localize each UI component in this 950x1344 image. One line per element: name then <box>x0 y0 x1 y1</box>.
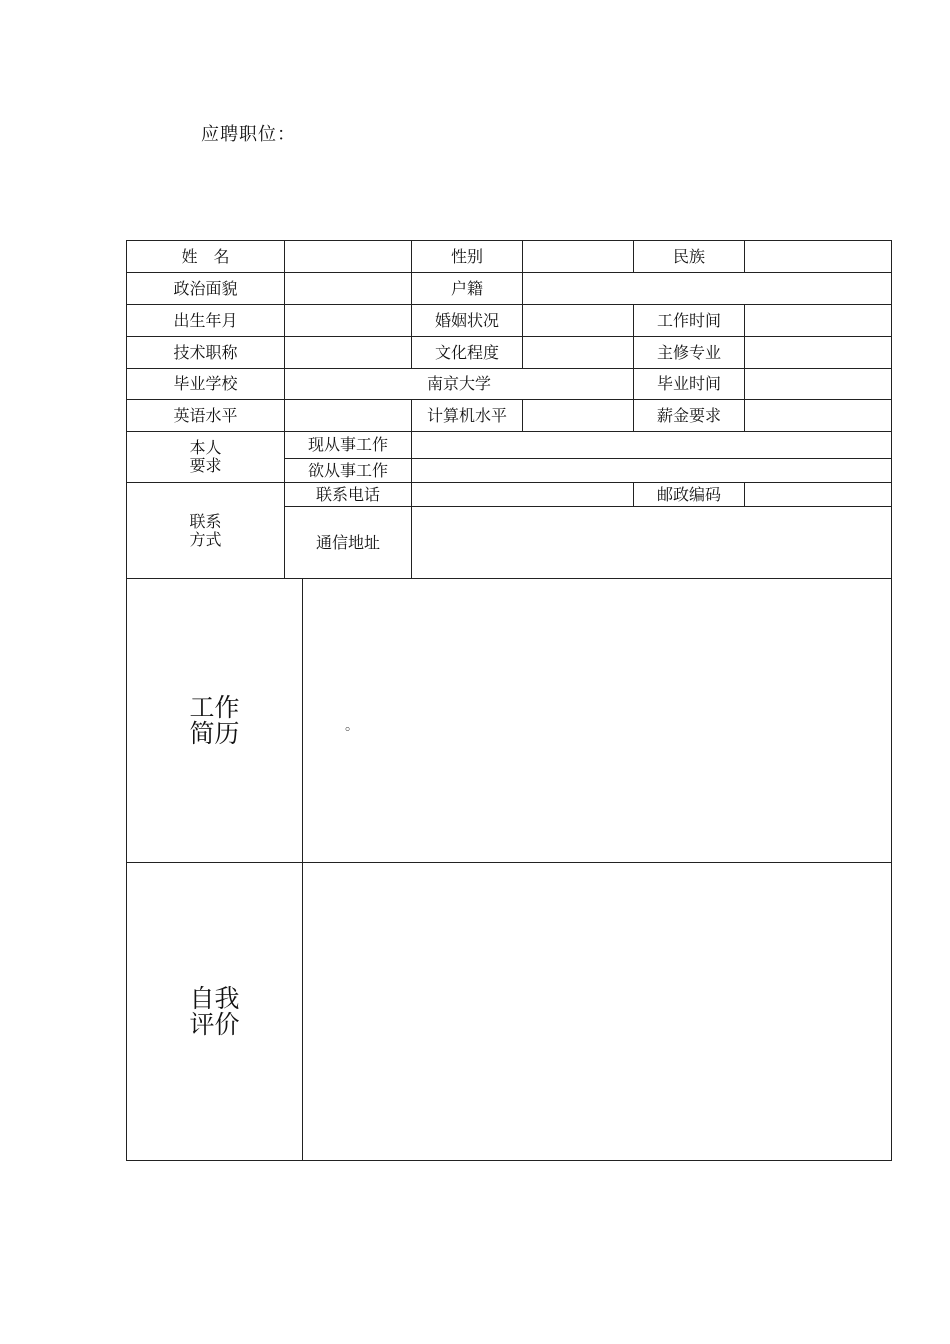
current-job-label: 现从事工作 <box>285 432 412 459</box>
birth-date-label: 出生年月 <box>127 305 285 337</box>
work-time-label: 工作时间 <box>634 305 745 337</box>
political-status-label: 政治面貌 <box>127 273 285 305</box>
current-job-field[interactable] <box>412 432 892 459</box>
school-field[interactable]: 南京大学 <box>285 369 634 400</box>
postcode-label: 邮政编码 <box>634 483 745 507</box>
technical-title-label: 技术职称 <box>127 337 285 369</box>
marital-status-label: 婚姻状况 <box>412 305 523 337</box>
work-history-field[interactable] <box>303 579 892 863</box>
graduation-time-field[interactable] <box>745 369 892 400</box>
work-history-label-line1: 工作 <box>189 692 240 722</box>
self-evaluation-label-line1: 自我 <box>189 983 240 1013</box>
school-label: 毕业学校 <box>127 369 285 400</box>
gender-field[interactable] <box>523 241 634 273</box>
contact-label-line2: 方式 <box>189 529 222 549</box>
address-label: 通信地址 <box>285 507 412 579</box>
major-label: 主修专业 <box>634 337 745 369</box>
political-status-field[interactable] <box>285 273 412 305</box>
requirements-label <box>127 432 285 483</box>
technical-title-field[interactable] <box>285 337 412 369</box>
requirements-label-line1: 本人 <box>189 438 222 457</box>
self-evaluation-field[interactable] <box>303 863 892 1161</box>
ethnicity-field[interactable] <box>745 241 892 273</box>
marital-status-field[interactable] <box>523 305 634 337</box>
phone-field[interactable] <box>412 483 634 507</box>
postcode-field[interactable] <box>745 483 892 507</box>
computer-level-label: 计算机水平 <box>412 400 523 432</box>
resume-evaluation-table <box>126 578 892 1161</box>
phone-label: 联系电话 <box>285 483 412 507</box>
name-field[interactable] <box>285 241 412 273</box>
name-label: 姓 名 <box>127 241 285 273</box>
education-level-label: 文化程度 <box>412 337 523 369</box>
ethnicity-label: 民族 <box>634 241 745 273</box>
desired-job-field[interactable] <box>412 459 892 483</box>
hukou-field[interactable] <box>523 273 892 305</box>
contact-label <box>127 483 285 579</box>
applicant-info-table <box>126 240 892 579</box>
work-time-field[interactable] <box>745 305 892 337</box>
work-history-label <box>127 579 303 863</box>
gender-label: 性别 <box>412 241 523 273</box>
work-history-mark: 。 <box>345 718 359 734</box>
english-level-field[interactable] <box>285 400 412 432</box>
salary-field[interactable] <box>745 400 892 432</box>
self-evaluation-label <box>127 863 303 1161</box>
self-evaluation-label-line2: 评价 <box>189 1009 240 1039</box>
requirements-label-line2: 要求 <box>189 456 222 475</box>
birth-date-field[interactable] <box>285 305 412 337</box>
contact-label-line1: 联系 <box>189 511 222 531</box>
work-history-label-line2: 简历 <box>189 718 240 748</box>
position-applied-label: 应聘职位： <box>201 124 296 145</box>
hukou-label: 户籍 <box>412 273 523 305</box>
computer-level-field[interactable] <box>523 400 634 432</box>
salary-label: 薪金要求 <box>634 400 745 432</box>
graduation-time-label: 毕业时间 <box>634 369 745 400</box>
english-level-label: 英语水平 <box>127 400 285 432</box>
major-field[interactable] <box>745 337 892 369</box>
education-level-field[interactable] <box>523 337 634 369</box>
desired-job-label: 欲从事工作 <box>285 459 412 483</box>
address-field[interactable] <box>412 507 892 579</box>
